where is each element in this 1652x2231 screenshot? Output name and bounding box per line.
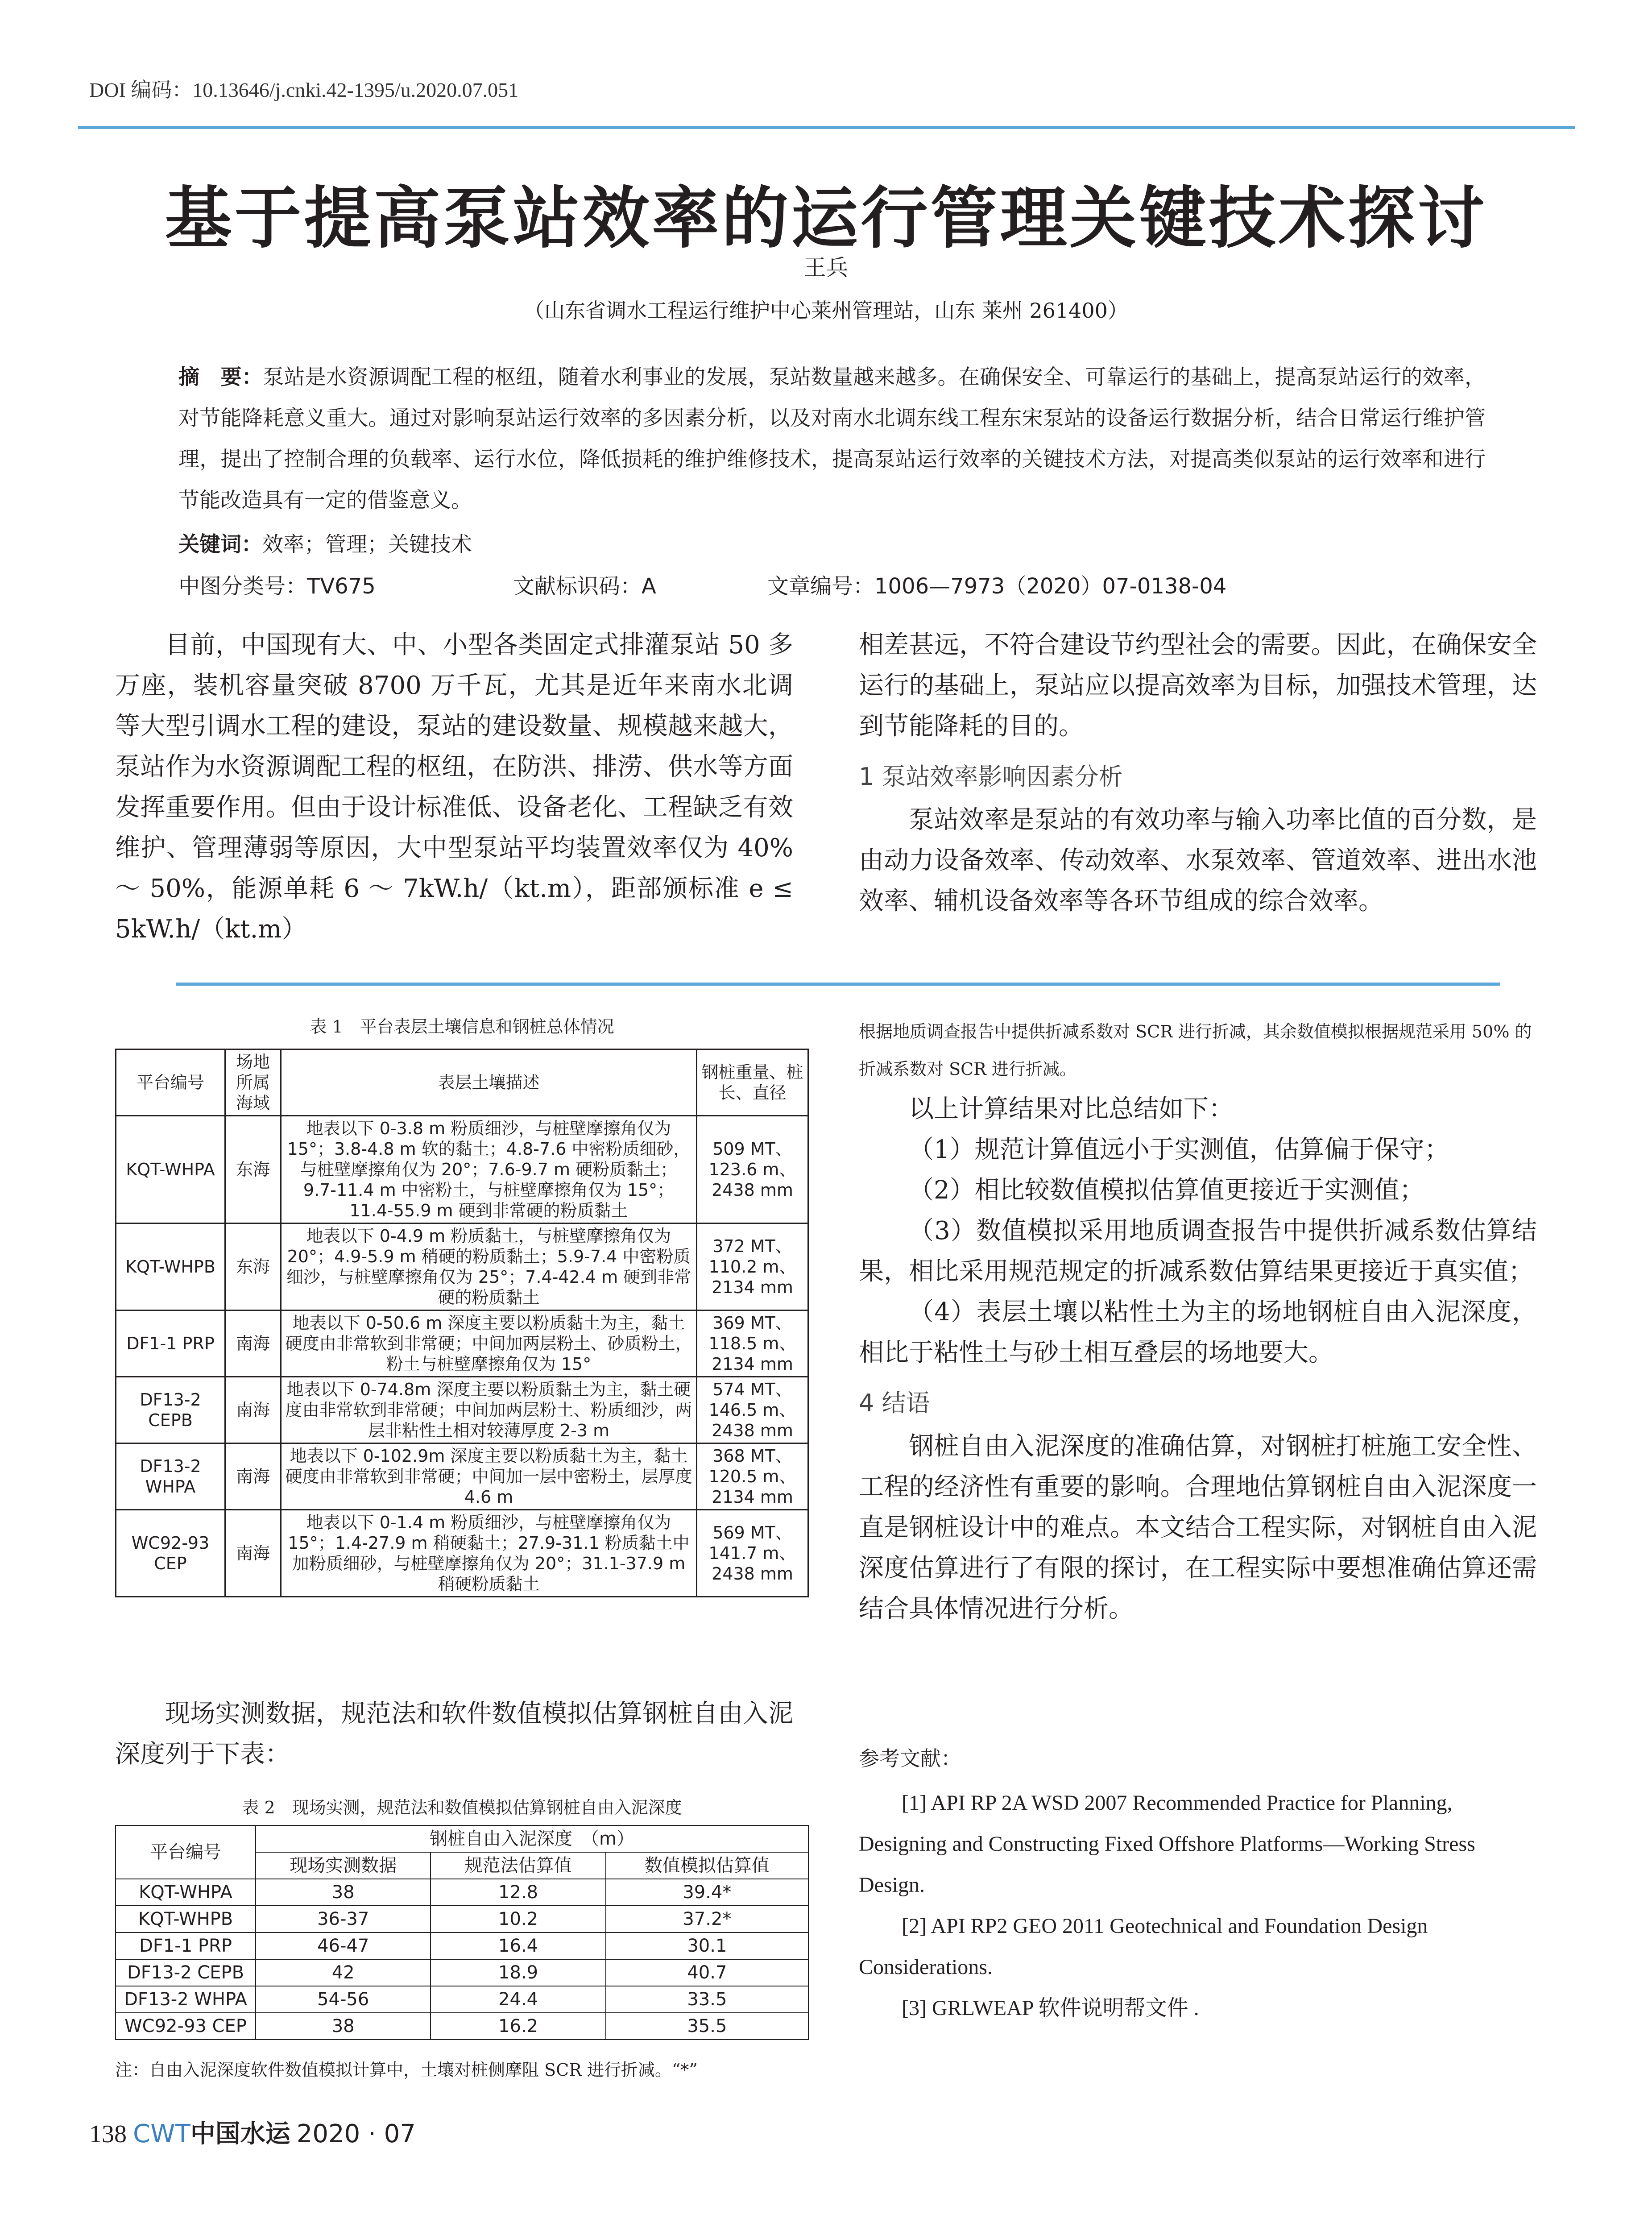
table1-cell: 南海 <box>225 1310 281 1377</box>
section-1-heading: 1 泵站效率影响因素分析 <box>859 763 1123 791</box>
table2-cell: 16.4 <box>431 1932 605 1959</box>
table2-cell: 10.2 <box>431 1906 605 1932</box>
table1-cell: 地表以下 0-3.8 m 粉质细沙，与桩壁摩擦角仅为 15°；3.8-4.8 m 软的黏土；4.8-7.6 中密粉质细砂，与桩壁摩擦角仅为 20°；7.6-9.7 m 硬粉质黏土；9.7-11.4 m 中密粉土，与桩壁摩擦角仅为 15°；11.4-55.9 m 硬到非常硬的粉质黏土 <box>281 1116 697 1223</box>
table1-header: 场地所属海域 <box>225 1049 281 1116</box>
table1-cell: 南海 <box>225 1443 281 1510</box>
section-4-text: 钢桩自由入泥深度的准确估算，对钢桩打桩施工安全性、工程的经济性有重要的影响。合理地估算钢桩自由入泥深度一直是钢桩设计中的难点。本文结合工程实际，对钢桩自由入泥深度估算进行了有限的探讨，在工程实际中要想准确估算还需结合具体情况进行分析。 <box>859 1432 1537 1623</box>
table1-cell: 368 MT、120.5 m、2134 mm <box>697 1443 808 1510</box>
article-number: 文章编号：1006—7973（2020）07-0138-04 <box>767 574 1227 599</box>
table2-header: 数值模拟估算值 <box>606 1852 808 1879</box>
table2-cell: DF13-2 CEPB <box>116 1959 256 1986</box>
table1-header-row <box>116 1049 808 1116</box>
table2-header-group: 钢桩自由入泥深度 （m） <box>256 1825 808 1852</box>
summary-item: （4）表层土壤以粘性土为主的场地钢桩自由入泥深度，相比于粘性土与砂土相互叠层的场地要大。 <box>859 1298 1537 1367</box>
abstract-label: 摘 要： <box>178 365 263 390</box>
table2-row <box>116 1879 808 1906</box>
table2-note: 注：自由入泥深度软件数值模拟计算中，土壤对桩侧摩阻 SCR 进行折减。“*” <box>115 2060 698 2080</box>
summary-block <box>859 1089 1537 1629</box>
intro-continued: 相差甚远，不符合建设节约型社会的需要。因此，在确保安全运行的基础上，泵站应以提高效率为目标，加强技术管理，达到节能降耗的目的。 <box>859 630 1537 741</box>
table2-caption: 表 2 现场实测，规范法和数值模拟估算钢桩自由入泥深度 <box>242 1798 682 1817</box>
table1-cell: 569 MT、141.7 m、2438 mm <box>697 1510 808 1597</box>
page-footer <box>89 2114 416 2150</box>
keywords <box>178 528 472 558</box>
table2-row <box>116 2013 808 2040</box>
table2 <box>115 1825 809 2040</box>
section-1-text: 泵站效率是泵站的有效功率与输入功率比值的百分数，是由动力设备效率、传动效率、水泵效率、管道效率、进出水池效率、辅机设备效率等各环节组成的综合效率。 <box>859 805 1537 916</box>
table2-row <box>116 1959 808 1986</box>
table1-header: 钢桩重量、桩长、直径 <box>697 1049 808 1116</box>
table1-cell: 地表以下 0-102.9m 深度主要以粉质黏土为主，黏土硬度由非常软到非常硬；中间加一层中密粉土，层厚度 4.6 m <box>281 1443 697 1510</box>
table1-header: 表层土壤描述 <box>281 1049 697 1116</box>
note-continued: 根据地质调查报告中提供折减系数对 SCR 进行折减，其余数值模拟根据规范采用 50% 的折减系数对 SCR 进行折减。 <box>859 1022 1532 1079</box>
intro-text: 目前，中国现有大、中、小型各类固定式排灌泵站 50 多万座，装机容量突破 8700 万千瓦，尤其是近年来南水北调等大型引调水工程的建设，泵站的建设数量、规模越来越大，泵站作为水资源调配工程的枢纽，在防洪、排涝、供水等方面发挥重要作用。但由于设计标准低、设备老化、工程缺乏有效维护、管理薄弱等原因，大中型泵站平均装置效率仅为 40% ～ 50%，能源单耗 6 ～ 7kW.h/（kt.m），距部颁标准 e ≤ 5kW.h/（kt.m） <box>115 630 793 944</box>
references <box>859 1783 1537 2029</box>
table2-cell: 37.2* <box>606 1906 808 1932</box>
table1-cell: KQT-WHPA <box>116 1116 225 1223</box>
references-heading: 参考文献： <box>859 1746 961 1771</box>
table1-row <box>116 1116 808 1223</box>
issue-date: 2020 · 07 <box>296 2119 416 2148</box>
table2-cell: 46-47 <box>256 1932 431 1959</box>
clc-number: 中图分类号：TV675 <box>178 574 376 599</box>
table1-cell: 地表以下 0-74.8m 深度主要以粉质黏土为主，黏土硬度由非常软到非常硬；中间加两层粉土、粉质细沙，两层非粘性土相对较薄厚度 2-3 m <box>281 1377 697 1443</box>
table1-cell: 574 MT、146.5 m、2438 mm <box>697 1377 808 1443</box>
table1-cell: 地表以下 0-4.9 m 粉质黏土，与桩壁摩擦角仅为 20°；4.9-5.9 m 稍硬的粉质黏土；5.9-7.4 中密粉质细沙，与桩壁摩擦角仅为 25°；7.4-42.4 m 硬到非常硬的粉质黏土 <box>281 1223 697 1310</box>
doi: DOI 编码：10.13646/j.cnki.42-1395/u.2020.07.051 <box>89 79 519 101</box>
table2-cell: 39.4* <box>606 1879 808 1906</box>
affiliation: （山东省调水工程运行维护中心莱州管理站，山东 莱州 261400） <box>524 299 1128 323</box>
table1-cell: 南海 <box>225 1510 281 1597</box>
table1-cell: KQT-WHPB <box>116 1223 225 1310</box>
table2-row <box>116 1906 808 1932</box>
table1-cell: 372 MT、110.2 m、2134 mm <box>697 1223 808 1310</box>
table1 <box>115 1049 809 1597</box>
table2-cell: 36-37 <box>256 1906 431 1932</box>
summary-item: （3）数值模拟采用地质调查报告中提供折减系数估算结果，相比采用规范规定的折减系数估算结果更接近于真实值； <box>859 1216 1537 1286</box>
right-column-top <box>859 625 1537 921</box>
table2-row <box>116 1932 808 1959</box>
table2-cell: WC92-93 CEP <box>116 2013 256 2040</box>
table2-cell: 16.2 <box>431 2013 605 2040</box>
table1-cell: 东海 <box>225 1223 281 1310</box>
section-4-heading: 4 结语 <box>859 1389 930 1417</box>
table1-cell: 369 MT、118.5 m、2134 mm <box>697 1310 808 1377</box>
table2-cell: 38 <box>256 2013 431 2040</box>
abstract-text: 泵站是水资源调配工程的枢纽，随着水利事业的发展，泵站数量越来越多。在确保安全、可靠运行的基础上，提高泵站运行的效率，对节能降耗意义重大。通过对影响泵站运行效率的多因素分析，以及对南水北调东线工程东宋泵站的设备运行数据分析，结合日常运行维护管理，提出了控制合理的负载率、运行水位，降低损耗的维护维修技术，提高泵站运行效率的关键技术方法，对提高类似泵站的运行效率和进行节能改造具有一定的借鉴意义。 <box>178 365 1486 513</box>
table1-cell: DF13-2 WHPA <box>116 1443 225 1510</box>
table2-header: 现场实测数据 <box>256 1852 431 1879</box>
table2-header-row <box>116 1825 808 1852</box>
top-rule <box>78 126 1575 129</box>
table2-cell: 54-56 <box>256 1986 431 2013</box>
table1-row <box>116 1377 808 1443</box>
author: 王兵 <box>803 255 849 281</box>
table1-row <box>116 1443 808 1510</box>
table1-cell: 509 MT、123.6 m、2438 mm <box>697 1116 808 1223</box>
table2-cell: 30.1 <box>606 1932 808 1959</box>
table2-cell: 42 <box>256 1959 431 1986</box>
keywords-text: 效率；管理；关键技术 <box>262 532 472 557</box>
table2-row <box>116 1986 808 2013</box>
reference-item: [2] API RP2 GEO 2011 Geotechnical and Foundation Design Considerations. <box>859 1914 1428 1979</box>
table1-cell: 地表以下 0-1.4 m 粉质细沙，与桩壁摩擦角仅为 15°；1.4-27.9 m 稍硬黏土；27.9-31.1 粉质黏土中加粉质细砂，与桩壁摩擦角仅为 20°；31.1-37.9 m 稍硬粉质黏土 <box>281 1510 697 1597</box>
doc-code: 文献标识码：A <box>513 574 656 599</box>
table2-cell: 35.5 <box>606 2013 808 2040</box>
table2-header: 规范法估算值 <box>431 1852 605 1879</box>
table2-cell: DF1-1 PRP <box>116 1932 256 1959</box>
page-number: 138 <box>89 2120 127 2148</box>
table2-header-platform: 平台编号 <box>116 1825 256 1879</box>
table2-cell: DF13-2 WHPA <box>116 1986 256 2013</box>
table1-cell: 东海 <box>225 1116 281 1223</box>
table2-cell: 18.9 <box>431 1959 605 1986</box>
abstract <box>178 357 1486 521</box>
table1-header: 平台编号 <box>116 1049 225 1116</box>
table1-cell: DF13-2 CEPB <box>116 1377 225 1443</box>
summary-item: （2）相比较数值模拟估算值更接近于实测值； <box>909 1176 1424 1205</box>
mid-rule <box>176 983 1500 986</box>
table1-cell: 南海 <box>225 1377 281 1443</box>
table2-cell: 40.7 <box>606 1959 808 1986</box>
reference-item: [3] GRLWEAP 软件说明帮文件 . <box>902 1996 1199 2020</box>
table1-row <box>116 1310 808 1377</box>
table-intro-paragraph <box>115 1693 793 1775</box>
table2-cell: KQT-WHPB <box>116 1906 256 1932</box>
table2-cell: 24.4 <box>431 1986 605 2013</box>
table-intro-text: 现场实测数据，规范法和软件数值模拟估算钢桩自由入泥深度列于下表： <box>115 1699 793 1769</box>
intro-paragraph <box>115 625 793 950</box>
table1-row <box>116 1510 808 1597</box>
table2-cell: KQT-WHPA <box>116 1879 256 1906</box>
table1-cell: 地表以下 0-50.6 m 深度主要以粉质黏土为主，黏土硬度由非常软到非常硬；中间加两层粉土、砂质粉土，粉土与桩壁摩擦角仅为 15° <box>281 1310 697 1377</box>
table2-cell: 38 <box>256 1879 431 1906</box>
brand-logo: CWT <box>133 2119 190 2148</box>
table1-cell: DF1-1 PRP <box>116 1310 225 1377</box>
paper-title: 基于提高泵站效率的运行管理关键技术探讨 <box>165 179 1487 257</box>
summary-intro: 以上计算结果对比总结如下： <box>909 1095 1234 1124</box>
keywords-label: 关键词： <box>178 532 262 557</box>
reference-item: [1] API RP 2A WSD 2007 Recommended Practice for Planning, Designing and Constructing Fixed Offshore Platforms—Working Stress Design. <box>859 1791 1475 1897</box>
table1-cell: WC92-93 CEP <box>116 1510 225 1597</box>
table1-row <box>116 1223 808 1310</box>
table1-caption: 表 1 平台表层土壤信息和钢桩总体情况 <box>310 1017 614 1037</box>
table2-cell: 12.8 <box>431 1879 605 1906</box>
table2-cell: 33.5 <box>606 1986 808 2013</box>
summary-item: （1）规范计算值远小于实测值，估算偏于保守； <box>909 1135 1449 1164</box>
journal-name: 中国水运 <box>190 2119 290 2148</box>
